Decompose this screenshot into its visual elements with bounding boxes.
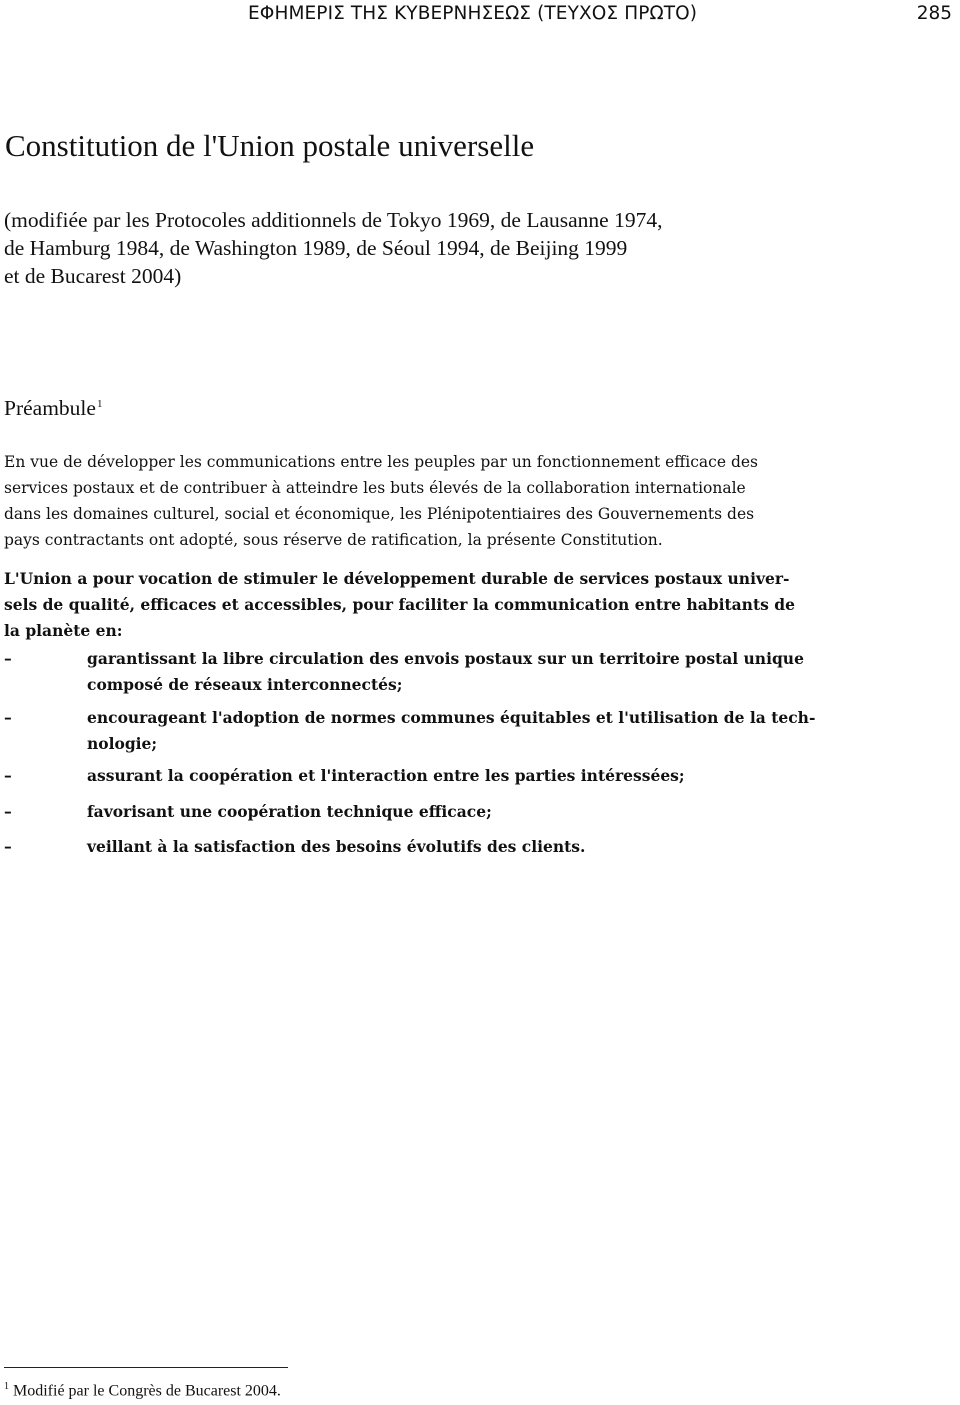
gazette-header-title: ΕΦΗΜΕΡΙΣ ΤΗΣ ΚΥΒΕΡΝΗΣΕΩΣ (ΤΕΥΧΟΣ ΠΡΩΤΟ) xyxy=(248,3,698,24)
list-dash: – xyxy=(4,802,12,821)
preamble-paragraph xyxy=(4,449,954,553)
running-header xyxy=(0,0,960,34)
list-item-line: composé de réseaux interconnectés; xyxy=(87,675,403,694)
list-dash: – xyxy=(4,649,12,668)
footnote xyxy=(4,1381,281,1400)
list-item-line: veillant à la satisfaction des besoins évolutifs des clients. xyxy=(87,837,586,856)
list-item-line: nologie; xyxy=(87,734,158,753)
footnote-marker: 1 xyxy=(4,1381,9,1392)
subtitle-line: (modifiée par les Protocoles additionnels de Tokyo 1969, de Lausanne 1974, xyxy=(4,208,663,232)
list-item-text xyxy=(87,646,957,698)
page-number: 285 xyxy=(916,3,952,24)
list-dash: – xyxy=(4,766,12,785)
list-dash: – xyxy=(4,837,12,856)
preamble-heading xyxy=(4,396,102,421)
list-item-line: garantissant la libre circulation des envois postaux sur un territoire postal unique xyxy=(87,649,804,668)
document-title: Constitution de l'Union postale universelle xyxy=(5,128,535,163)
list-item-text xyxy=(87,705,957,757)
footnote-reference: 1 xyxy=(96,397,103,410)
list-item-text xyxy=(87,799,957,825)
subtitle-line: et de Bucarest 2004) xyxy=(4,264,182,288)
mission-paragraph xyxy=(4,566,954,644)
subtitle-line: de Hamburg 1984, de Washington 1989, de Séoul 1994, de Beijing 1999 xyxy=(4,236,628,260)
preamble-line: pays contractants ont adopté, sous réserve de ratification, la présente Constitution. xyxy=(4,531,663,549)
list-item-line: assurant la coopération et l'interaction entre les parties intéressées; xyxy=(87,766,685,785)
preamble-line: En vue de développer les communications entre les peuples par un fonctionnement efficace des xyxy=(4,453,758,471)
list-item-text xyxy=(87,763,957,789)
list-item-line: encourageant l'adoption de normes communes équitables et l'utilisation de la tech- xyxy=(87,708,816,727)
document-subtitle xyxy=(4,206,934,290)
list-dash: – xyxy=(4,708,12,727)
preamble-heading-text: Préambule xyxy=(4,396,96,420)
mission-line: sels de qualité, efficaces et accessibles, pour faciliter la communication entre habitants de xyxy=(4,595,795,614)
preamble-line: services postaux et de contribuer à atteindre les buts élevés de la collaboration internationale xyxy=(4,479,746,497)
mission-line: L'Union a pour vocation de stimuler le développement durable de services postaux univer- xyxy=(4,569,790,588)
list-item-line: favorisant une coopération technique efficace; xyxy=(87,802,492,821)
footnote-text: Modifié par le Congrès de Bucarest 2004. xyxy=(13,1382,281,1400)
footnote-divider xyxy=(4,1367,288,1368)
preamble-line: dans les domaines culturel, social et économique, les Plénipotentiaires des Gouvernements des xyxy=(4,505,755,523)
list-item-text xyxy=(87,834,957,860)
mission-line: la planète en: xyxy=(4,621,123,640)
